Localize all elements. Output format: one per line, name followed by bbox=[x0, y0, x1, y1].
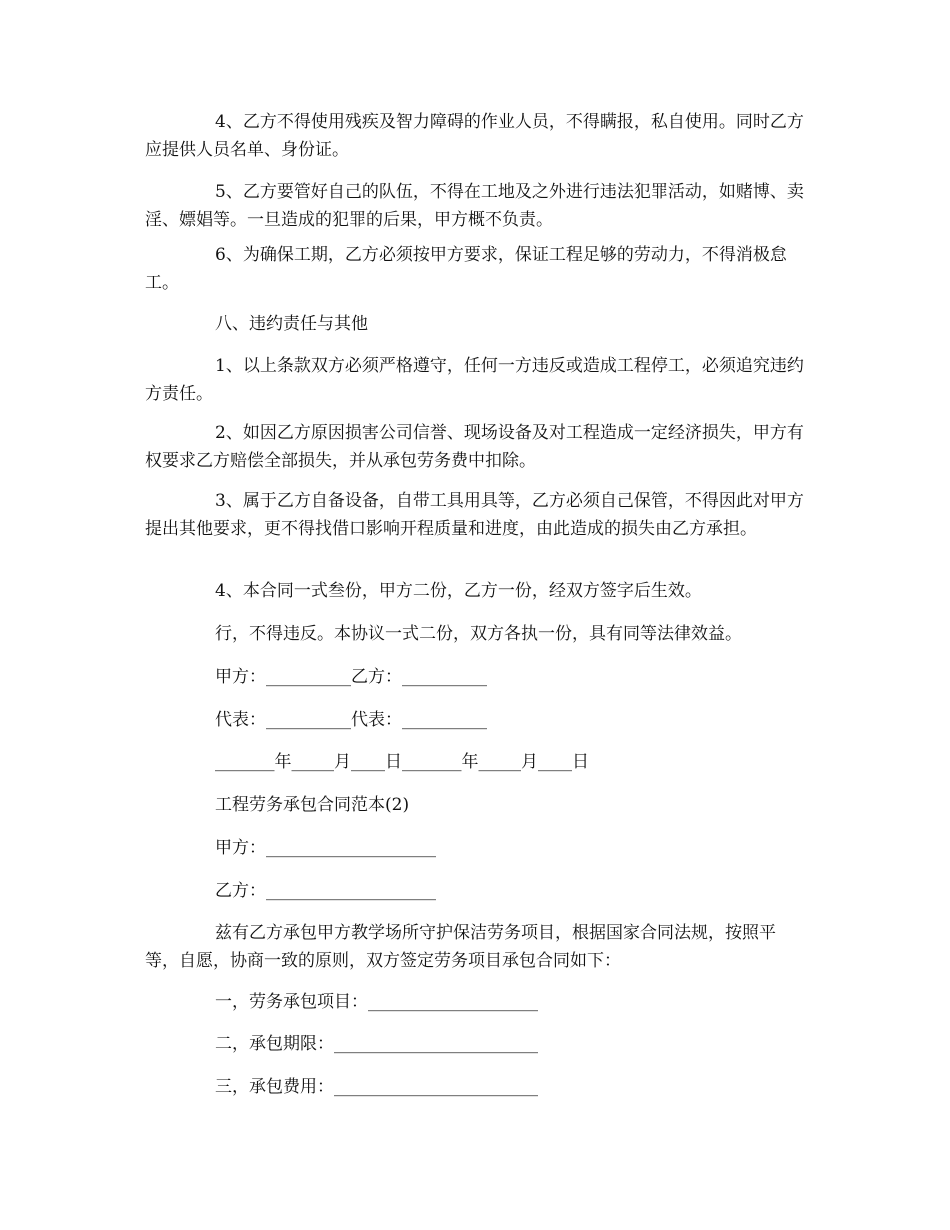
clause-8-2-paragraph: 2、如因乙方原因损害公司信誉、现场设备及对工程造成一定经济损失，甲方有权要求乙方赔偿全部损失，并从承包劳务费中扣除。 bbox=[145, 423, 804, 471]
template-2-title: 工程劳务承包合同范本(2) bbox=[215, 795, 410, 815]
template-2-item-2: 二，承包期限：________________________ bbox=[215, 1034, 538, 1054]
agreement-note-paragraph: 行，不得违反。本协议一式二份，双方各执一份，具有同等法律效益。 bbox=[215, 624, 742, 644]
template-2-item-1: 一，劳务承包项目：____________________ bbox=[215, 992, 538, 1012]
party-signature-line: 甲方：__________乙方：__________ bbox=[215, 667, 487, 687]
clause-4-paragraph: 4、乙方不得使用残疾及智力障碍的作业人员，不得瞒报，私自使用。同时乙方应提供人员名单、身份证。 bbox=[145, 112, 804, 160]
date-line: _______年_____月____日_______年_____月____日 bbox=[215, 752, 589, 772]
representative-signature-line: 代表：__________代表：__________ bbox=[215, 710, 487, 730]
template-2-item-3: 三，承包费用：________________________ bbox=[215, 1077, 538, 1097]
clause-6-paragraph: 6、为确保工期，乙方必须按甲方要求，保证工程足够的劳动力，不得消极怠工。 bbox=[145, 245, 787, 293]
clause-8-4-paragraph: 4、本合同一式叁份，甲方二份，乙方一份，经双方签字后生效。 bbox=[215, 581, 702, 601]
clause-8-1-paragraph: 1、以上条款双方必须严格遵守，任何一方违反或造成工程停工，必须追究违约方责任。 bbox=[145, 356, 804, 404]
clause-8-3-paragraph: 3、属于乙方自备设备，自带工具用具等，乙方必须自己保管，不得因此对甲方提出其他要求，更不得找借口影响开程质量和进度，由此造成的损失由乙方承担。 bbox=[145, 491, 804, 539]
clause-5-paragraph: 5、乙方要管好自己的队伍，不得在工地及之外进行违法犯罪活动，如赌博、卖淫、嫖娼等。一旦造成的犯罪的后果，甲方概不负责。 bbox=[145, 182, 804, 230]
section-8-heading: 八、违约责任与其他 bbox=[215, 314, 368, 334]
template-2-party-b: 乙方：____________________ bbox=[215, 881, 436, 901]
template-2-intro-paragraph: 兹有乙方承包甲方教学场所守护保洁劳务项目，根据国家合同法规，按照平等，自愿，协商一致的原则，双方签定劳务项目承包合同如下： bbox=[145, 923, 776, 971]
template-2-party-a: 甲方：____________________ bbox=[215, 838, 436, 858]
